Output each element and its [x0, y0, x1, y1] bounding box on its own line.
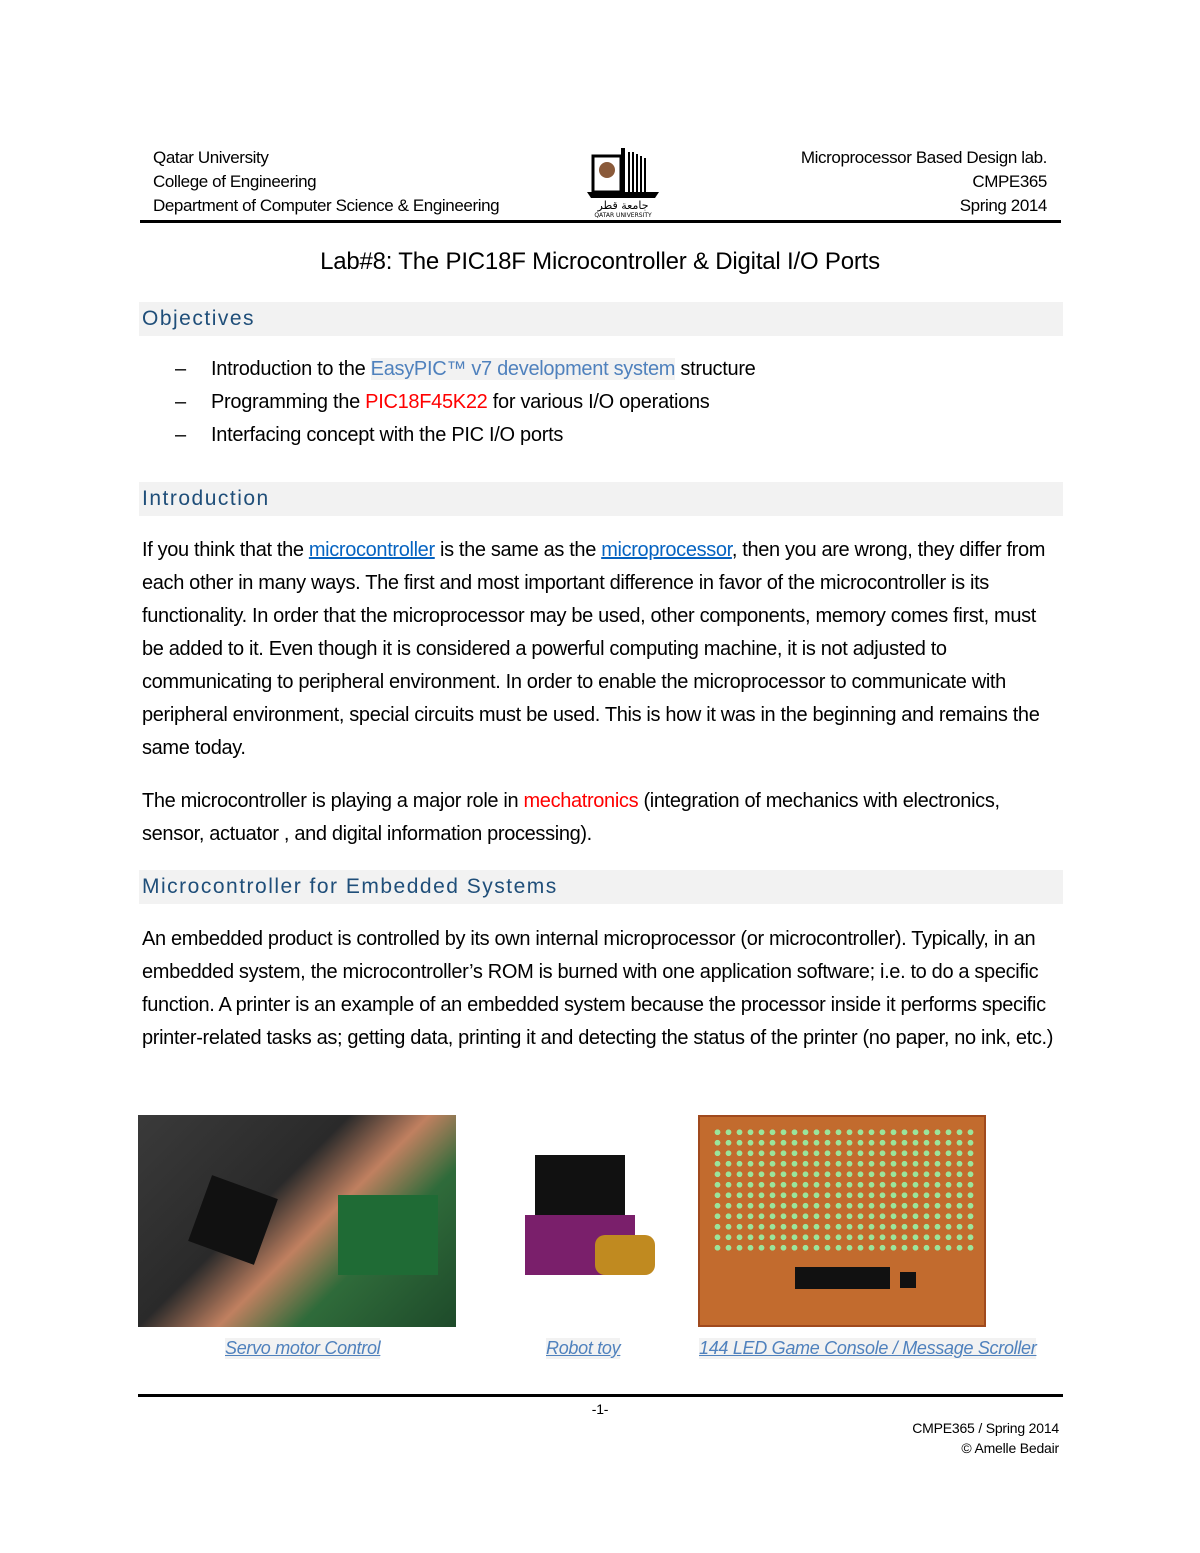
qatar-university-logo [585, 146, 661, 218]
led-console-image [698, 1115, 986, 1327]
embedded-paragraph: An embedded product is controlled by its own internal microprocessor (or microcontroller). Typically, in an embedded system, the microcontroller’s ROM is burned with one application software; i.e. to do a specific function. A printer is an example of an embedded system because the processor inside it performs specific printer-related tasks as; getting data, printing it and detecting the status of the printer (no paper, no ink, etc.) [142, 928, 1054, 1049]
semester: Spring 2014 [959, 196, 1047, 215]
section-heading-embedded: Microcontroller for Embedded Systems [139, 870, 1063, 904]
header-left [153, 146, 499, 218]
list-item: – Introduction to the EasyPIC™ v7 development system structure [175, 353, 756, 386]
footer-divider [138, 1394, 1063, 1397]
department-name: Department of Computer Science & Engineering [153, 196, 500, 215]
microcontroller-link[interactable]: microcontroller [308, 539, 435, 561]
section-heading-objectives: Objectives [139, 302, 1063, 336]
header-divider [140, 220, 1061, 223]
footer-author: © Amelle Bedair [961, 1440, 1059, 1456]
microprocessor-link[interactable]: microprocessor [601, 539, 732, 561]
servo-caption-link[interactable]: Servo motor Control [225, 1338, 381, 1358]
objectives-list [175, 353, 756, 452]
led-caption-link[interactable]: 144 LED Game Console / Message Scroller [699, 1338, 1037, 1358]
robot-caption-link[interactable]: Robot toy [546, 1338, 621, 1358]
section-heading-introduction: Introduction [139, 482, 1063, 516]
college-name: College of Engineering [153, 172, 317, 191]
intro-paragraph-1: If you think that the microcontroller is the same as the microprocessor, then you are wrong, they differ from each other in many ways. The first and most important difference in favor of the microcontroller is its functionality. In order that the microprocessor may be used, other components, memory comes first, must be added to it. Even though it is considered a powerful computing machine, it is not adjusted to communicating to peripheral environment. In order to enable the microprocessor to communicate with peripheral environment, special circuits must be used. This is how it was in the beginning and remains the same today. [142, 539, 1046, 759]
course-code: CMPE365 [972, 172, 1047, 191]
university-name: Qatar University [153, 148, 269, 167]
list-item: – Programming the PIC18F45K22 for various I/O operations [175, 386, 756, 419]
course-lab-name: Microprocessor Based Design lab. [800, 148, 1047, 167]
list-item: – Interfacing concept with the PIC I/O ports [175, 419, 756, 452]
header-right [801, 146, 1047, 218]
svg-text:QATAR UNIVERSITY: QATAR UNIVERSITY [594, 212, 652, 218]
page-number: -1- [591, 1401, 609, 1417]
robot-toy-image [495, 1115, 670, 1315]
page-title: Lab#8: The PIC18F Microcontroller & Digital I/O Ports [320, 248, 880, 275]
intro-paragraph-2: The microcontroller is playing a major role in mechatronics (integration of mechanics with electronics, sensor, actuator , and digital information processing). [142, 790, 1000, 845]
footer-course: CMPE365 / Spring 2014 [912, 1420, 1059, 1436]
svg-text:جامعة قطر: جامعة قطر [597, 199, 649, 212]
servo-motor-image [138, 1115, 456, 1327]
